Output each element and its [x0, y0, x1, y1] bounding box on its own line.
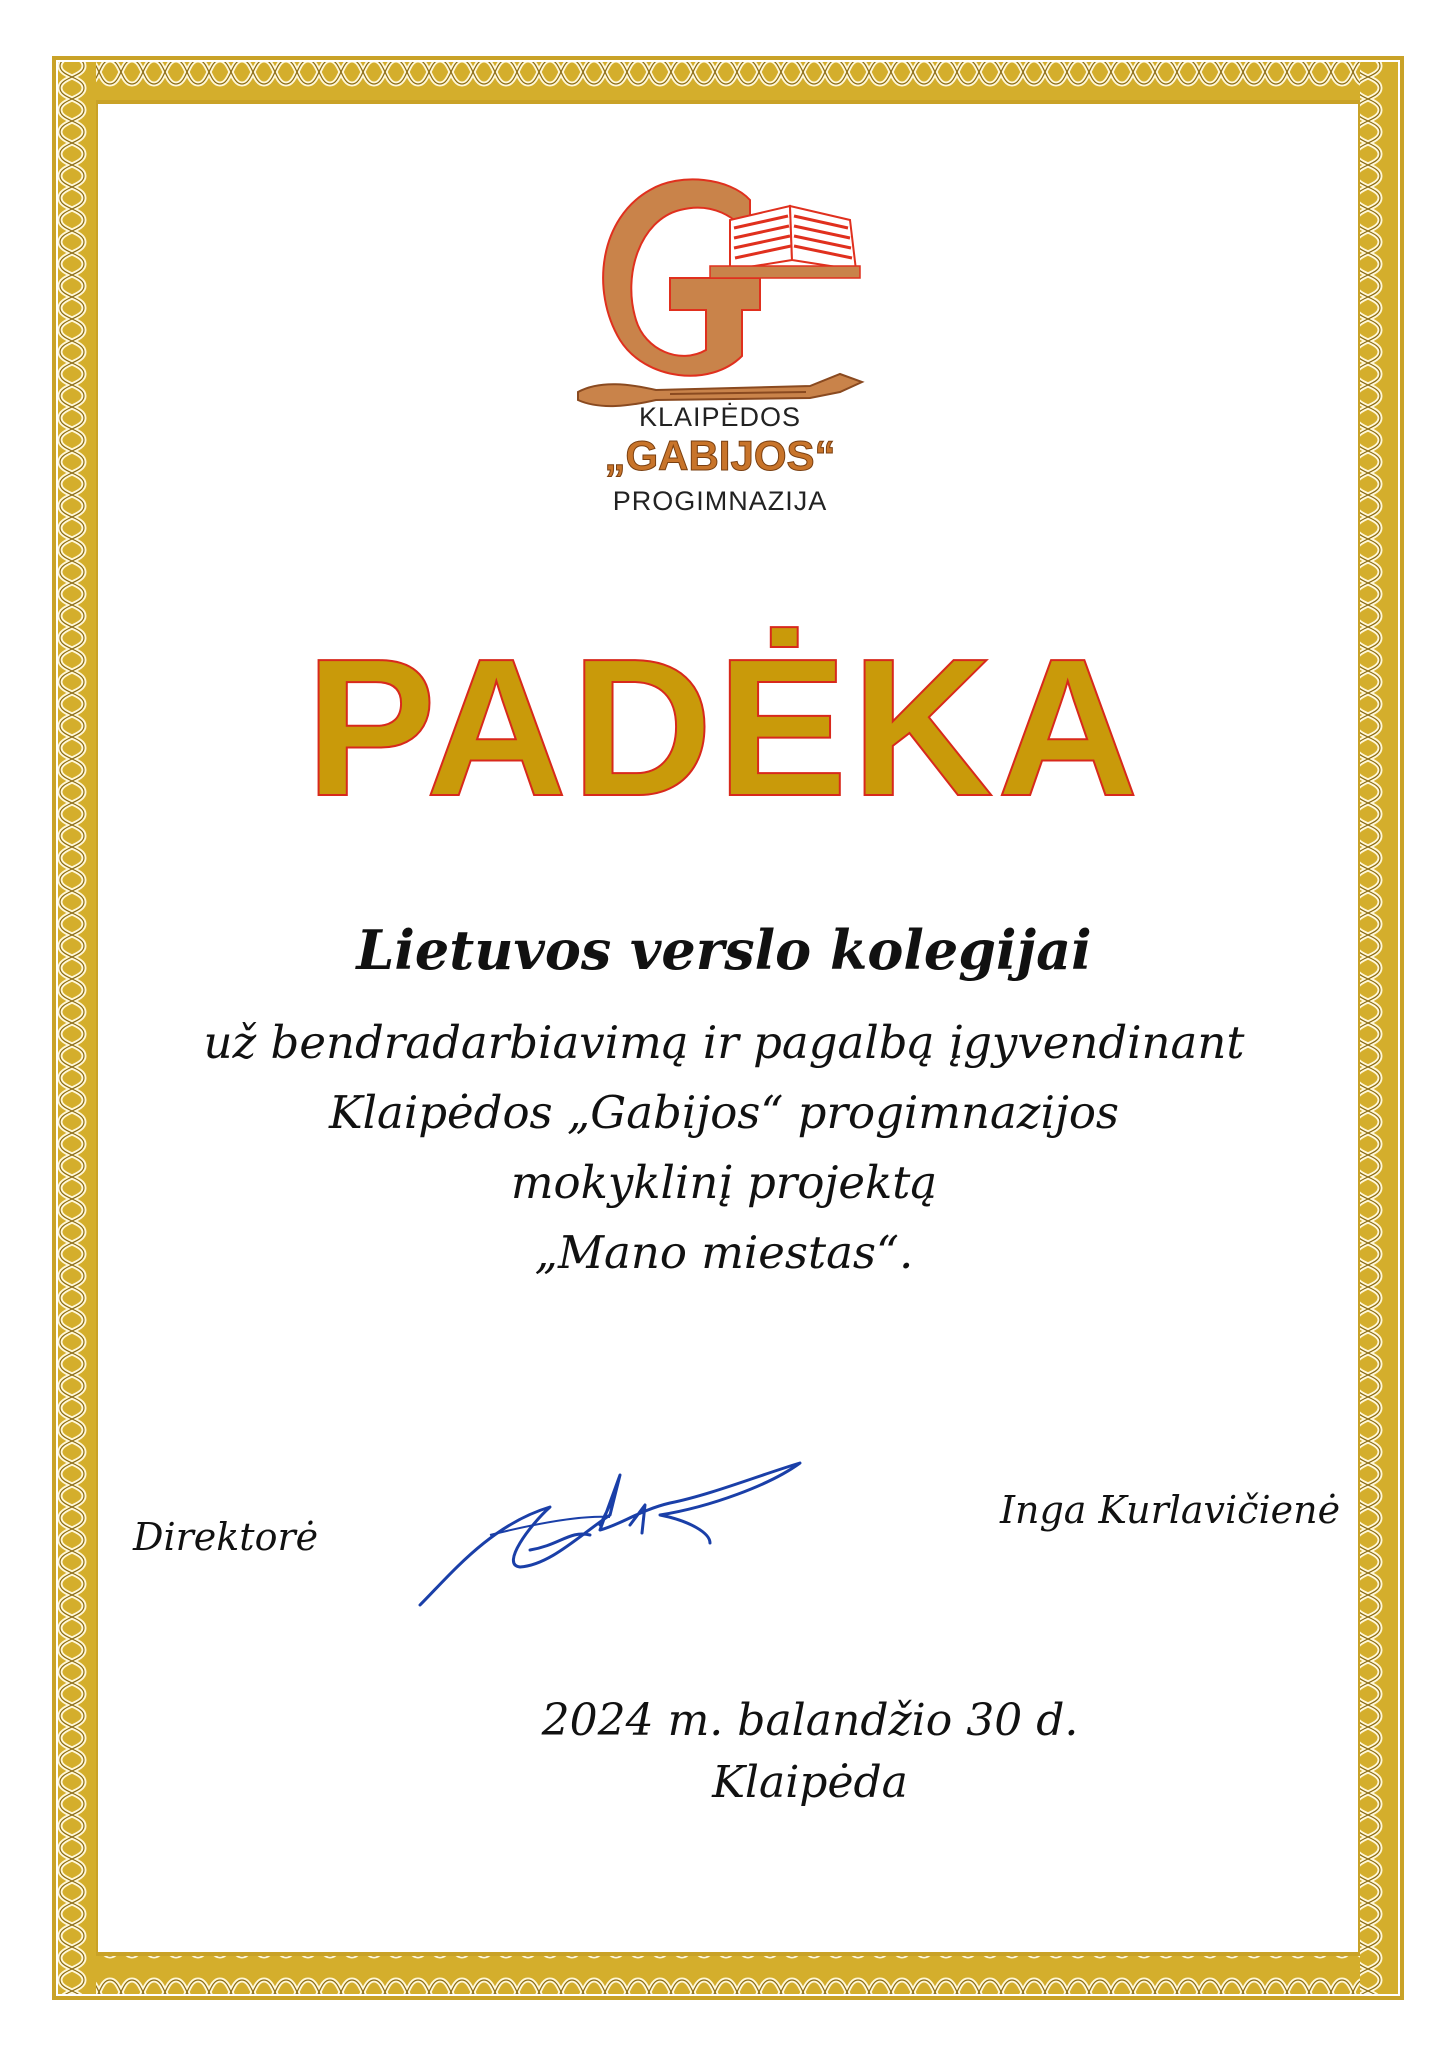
- issue-date: 2024 m. balandžio 30 d.: [541, 1695, 1079, 1746]
- handwritten-signature: [410, 1455, 810, 1625]
- certificate-title: PADĖKA: [305, 618, 1143, 837]
- logo-text-school-name: „GABIJOS“: [604, 432, 836, 479]
- certificate-body: [0, 1008, 1448, 1288]
- issue-place: Klaipėda: [712, 1757, 908, 1808]
- body-line: mokyklinį projektą: [510, 1156, 938, 1209]
- signer-name: Inga Kurlavičienė: [1000, 1488, 1341, 1532]
- logo-text-school-type: PROGIMNAZIJA: [612, 486, 828, 516]
- signer-role: Direktorė: [133, 1515, 319, 1559]
- body-line: už bendradarbiavimą ir pagalbą įgyvendinant: [203, 1016, 1245, 1069]
- recipient-name: Lietuvos verslo kolegijai: [356, 918, 1092, 982]
- body-line: Klaipėdos „Gabijos“ progimnazijos: [328, 1086, 1120, 1139]
- body-line: „Mano miestas“.: [534, 1226, 914, 1279]
- logo-text-city: KLAIPĖDOS: [638, 402, 802, 432]
- issue-date-block: [0, 1690, 1448, 1814]
